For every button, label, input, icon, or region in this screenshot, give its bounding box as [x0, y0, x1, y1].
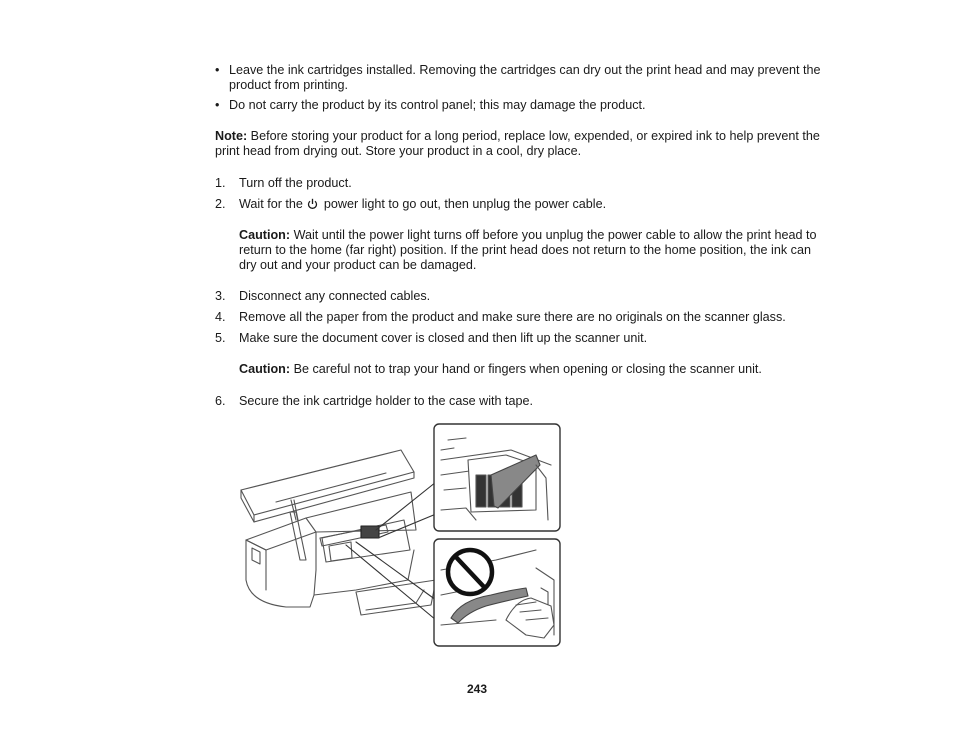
step-number: 3.	[215, 289, 226, 303]
bullet-text: Leave the ink cartridges installed. Removing the cartridges can dry out the print head and may prevent the product from printing.	[229, 63, 821, 92]
caution-paragraph	[239, 228, 829, 273]
step-text: Turn off the product.	[239, 176, 352, 190]
printer-body	[241, 450, 436, 615]
caution-label: Caution:	[239, 228, 291, 242]
prohibited-icon	[448, 550, 492, 594]
note-text: Before storing your product for a long period, replace low, expended, or expired ink to help prevent the print head from drying out. Store your product in a cool, dry place.	[215, 129, 820, 158]
step-number: 6.	[215, 394, 226, 408]
step-text: Remove all the paper from the product and make sure there are no originals on the scanner glass.	[239, 310, 786, 324]
tape-correct-icon	[434, 424, 560, 531]
step-number: 1.	[215, 176, 226, 190]
bullet-mark: •	[215, 98, 220, 112]
bullet-mark: •	[215, 63, 220, 77]
note-paragraph	[215, 129, 835, 159]
tape-incorrect-icon	[434, 539, 560, 646]
printer-tape-illustration	[236, 420, 566, 652]
step-number: 2.	[215, 197, 226, 211]
step-number: 5.	[215, 331, 226, 345]
step-text: Make sure the document cover is closed and then lift up the scanner unit.	[239, 331, 648, 345]
note-label: Note:	[215, 129, 248, 143]
caution-text: Be careful not to trap your hand or fingers when opening or closing the scanner unit.	[290, 362, 762, 376]
step-text: Disconnect any connected cables.	[239, 289, 431, 303]
caution-paragraph	[239, 362, 829, 377]
step-text-after: power light to go out, then unplug the power cable.	[323, 197, 607, 211]
step-number: 4.	[215, 310, 226, 324]
caution-text: Wait until the power light turns off before you unplug the power cable to allow the print head to return to the home (far right) position. If the print head does not return to the home position, the ink can dry out and your product can be damaged.	[239, 228, 817, 272]
page-number: 243	[466, 682, 488, 696]
step-text	[239, 197, 829, 212]
bullet-text: Do not carry the product by its control panel; this may damage the product.	[229, 98, 646, 112]
power-icon	[307, 198, 318, 210]
step-text: Secure the ink cartridge holder to the case with tape.	[239, 394, 534, 408]
step-text-before: Wait for the	[239, 197, 303, 211]
caution-label: Caution:	[239, 362, 291, 376]
